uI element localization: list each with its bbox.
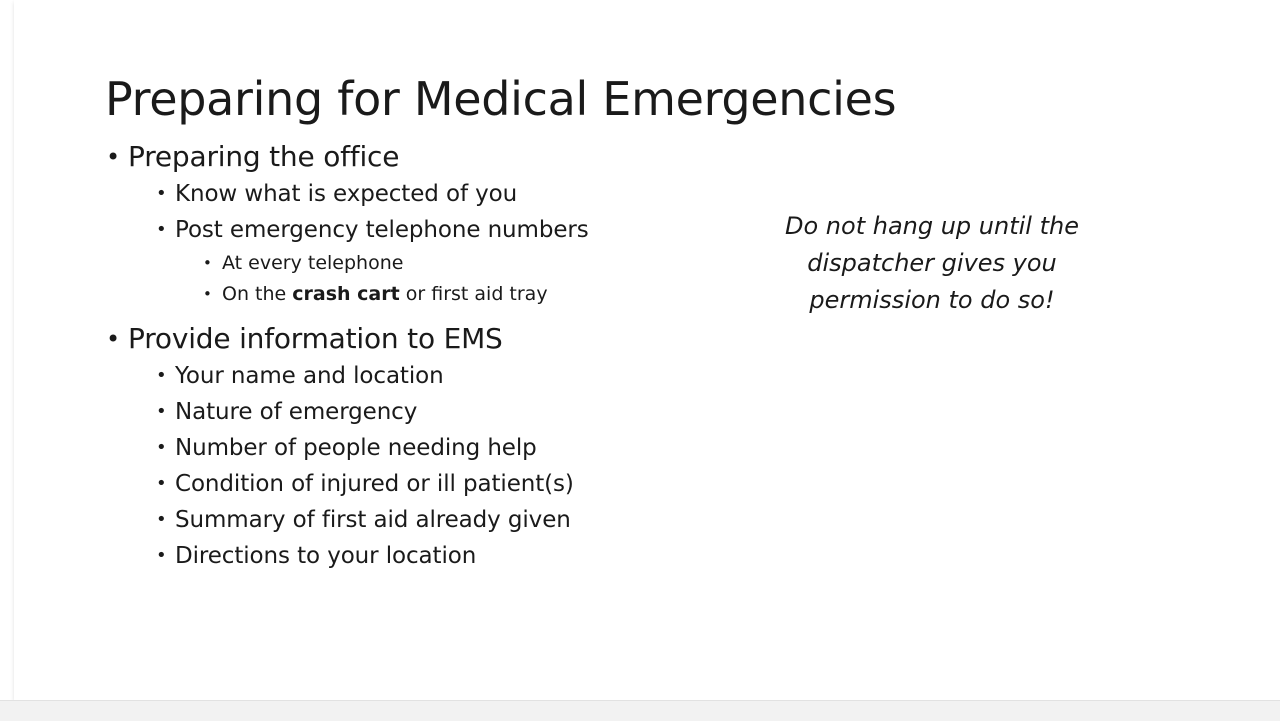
bottom-bar <box>0 700 1280 721</box>
bullet-condition-patients: • Condition of injured or ill patient(s) <box>106 466 726 502</box>
bullet-name-location: • Your name and location <box>106 358 726 394</box>
bullet-number-people: • Number of people needing help <box>106 430 726 466</box>
crash-cart-term: crash cart <box>292 283 400 305</box>
crash-cart-suffix: or first aid tray <box>399 283 548 305</box>
callout-note: Do not hang up until the dispatcher gives you permission to do so! <box>785 212 1079 314</box>
slide-title: Preparing for Medical Emergencies <box>105 72 897 126</box>
bullet-crash-cart <box>106 279 726 310</box>
right-margin <box>1266 0 1280 720</box>
bullet-provide-info: • Provide information to EMS <box>106 320 726 358</box>
bullet-at-every-telephone: • At every telephone <box>106 248 726 279</box>
crash-cart-prefix: On the <box>222 283 293 305</box>
bullet-directions: • Directions to your location <box>106 538 726 574</box>
bullet-nature-emergency: • Nature of emergency <box>106 394 726 430</box>
bullet-preparing-office: • Preparing the office <box>106 138 726 176</box>
bullet-know-expected: • Know what is expected of you <box>106 176 726 212</box>
bullet-summary-first-aid: • Summary of first aid already given <box>106 502 726 538</box>
bullet-list <box>106 138 726 574</box>
presentation-slide <box>14 0 1266 700</box>
bullet-post-numbers: • Post emergency telephone numbers <box>106 212 726 248</box>
